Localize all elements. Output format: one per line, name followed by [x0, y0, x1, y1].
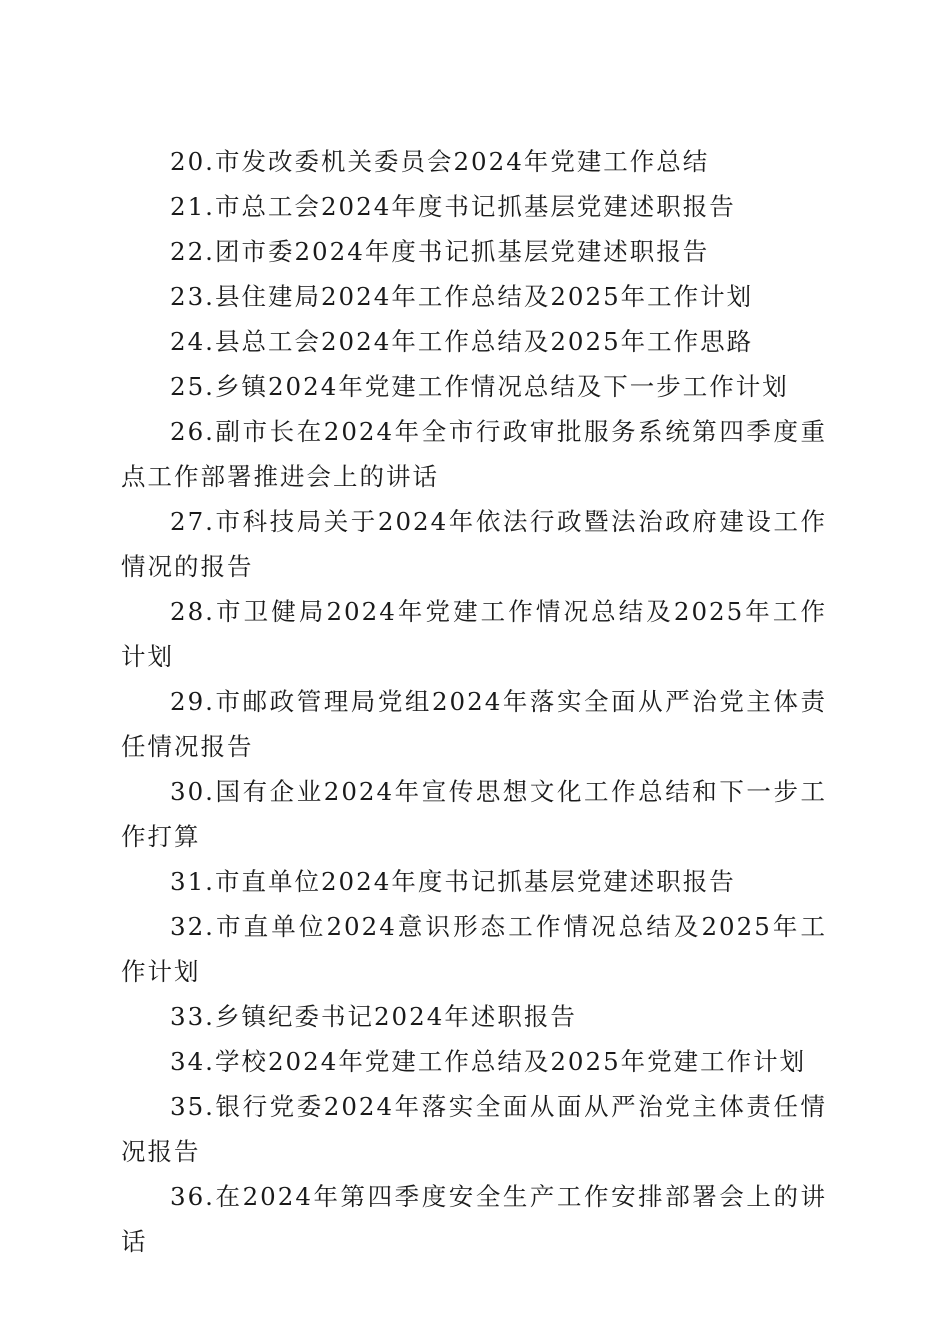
list-item: 26.副市长在2024年全市行政审批服务系统第四季度重点工作部署推进会上的讲话 [121, 417, 827, 491]
list-item: 31.市直单位2024年度书记抓基层党建述职报告 [170, 867, 736, 896]
list-item: 21.市总工会2024年度书记抓基层党建述职报告 [170, 192, 736, 221]
list-item: 33.乡镇纪委书记2024年述职报告 [170, 1002, 577, 1031]
list-item: 29.市邮政管理局党组2024年落实全面从严治党主体责任情况报告 [121, 687, 827, 761]
list-item: 23.县住建局2024年工作总结及2025年工作计划 [170, 282, 754, 311]
list-item: 34.学校2024年党建工作总结及2025年党建工作计划 [170, 1047, 807, 1076]
list-item: 20.市发改委机关委员会2024年党建工作总结 [170, 147, 710, 176]
list-item: 25.乡镇2024年党建工作情况总结及下一步工作计划 [170, 372, 789, 401]
document-list [121, 139, 827, 1264]
list-item: 35.银行党委2024年落实全面从面从严治党主体责任情况报告 [121, 1092, 827, 1166]
list-item: 22.团市委2024年度书记抓基层党建述职报告 [170, 237, 710, 266]
list-item: 30.国有企业2024年宣传思想文化工作总结和下一步工作打算 [121, 777, 827, 851]
list-item: 36.在2024年第四季度安全生产工作安排部署会上的讲话 [121, 1182, 827, 1256]
list-item: 28.市卫健局2024年党建工作情况总结及2025年工作计划 [121, 597, 827, 671]
list-item: 32.市直单位2024意识形态工作情况总结及2025年工作计划 [121, 912, 827, 986]
list-item: 24.县总工会2024年工作总结及2025年工作思路 [170, 327, 754, 356]
list-item: 27.市科技局关于2024年依法行政暨法治政府建设工作情况的报告 [121, 507, 827, 581]
